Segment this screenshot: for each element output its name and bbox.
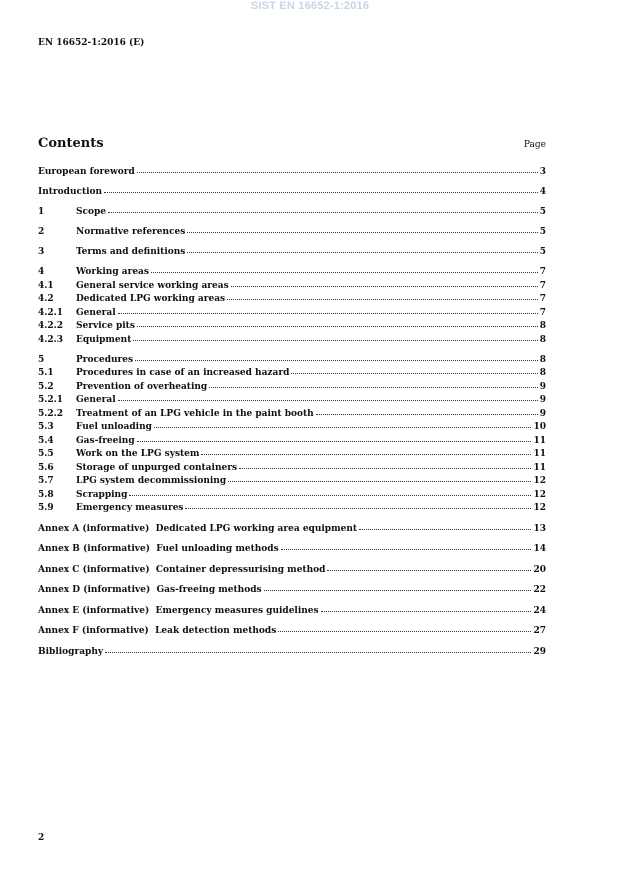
- toc-entry-title: Procedures: [76, 354, 134, 365]
- toc-entry-scrapping[interactable]: [38, 489, 546, 503]
- toc-entry-page: 8: [539, 334, 546, 345]
- toc-entry-title: General service working areas: [76, 280, 229, 291]
- toc-entry-page: 11: [533, 435, 546, 446]
- contents-heading: Contents: [38, 136, 104, 151]
- toc-leader-dots: [291, 372, 537, 374]
- toc-entry-page: 10: [533, 422, 546, 432]
- toc-leader-dots: [185, 507, 531, 509]
- toc-entry-emergency-measures[interactable]: [38, 502, 546, 516]
- toc-entry-title: Equipment: [76, 334, 132, 345]
- toc-entry-title: Procedures in case of an increased hazard: [76, 368, 290, 378]
- toc-entry-lpg-decommissioning[interactable]: [38, 475, 546, 489]
- toc-entry-storage-unpurged-containers[interactable]: [38, 462, 546, 476]
- toc-leader-dots: [154, 426, 532, 428]
- toc-entry-terms-definitions[interactable]: [38, 246, 546, 260]
- toc-entry-page: 5: [539, 247, 546, 257]
- toc-entry-number: 5.7: [38, 476, 54, 486]
- toc-entry-number: 5: [38, 354, 45, 365]
- toc-entry-introduction[interactable]: [38, 186, 546, 200]
- toc-leader-dots: [209, 386, 538, 388]
- toc-entry-fuel-unloading[interactable]: [38, 421, 546, 435]
- toc-entry-general-service-working-areas[interactable]: [38, 280, 546, 294]
- toc-leader-dots: [201, 453, 531, 455]
- toc-leader-dots: [187, 251, 537, 253]
- toc-entry-number: 5.8: [38, 489, 54, 500]
- toc-entry-annex-c[interactable]: [38, 564, 546, 578]
- toc-entry-title: Dedicated LPG working areas: [76, 294, 226, 304]
- toc-entry-bibliography[interactable]: [38, 646, 546, 660]
- toc-entry-title: Service pits: [76, 321, 135, 331]
- toc-leader-dots: [133, 339, 537, 341]
- toc-leader-dots: [104, 191, 538, 193]
- toc-entry-number: 5.1: [38, 368, 54, 378]
- toc-entry-page: 4: [539, 187, 546, 197]
- toc-entry-page: 13: [533, 523, 546, 534]
- toc-entry-page: 9: [539, 408, 546, 419]
- toc-leader-dots: [118, 312, 538, 314]
- document-id: EN 16652-1:2016 (E): [38, 38, 145, 48]
- toc-leader-dots: [105, 651, 531, 653]
- toc-entry-title: General: [76, 307, 116, 318]
- toc-entry-page: 3: [539, 167, 546, 177]
- toc-entry-number: 5.6: [38, 462, 54, 473]
- toc-leader-dots: [118, 399, 538, 401]
- toc-entry-page: 8: [539, 368, 546, 378]
- toc-entry-title: Scrapping: [76, 489, 128, 500]
- toc-entry-title: Terms and definitions: [76, 247, 186, 257]
- toc-entry-number: 4.1: [38, 280, 54, 291]
- watermark: SIST EN 16652-1:2016: [250, 0, 370, 12]
- toc-entry-dedicated-lpg-working-areas[interactable]: [38, 293, 546, 307]
- toc-leader-dots: [187, 231, 537, 233]
- toc-leader-dots: [239, 467, 531, 469]
- page-column-label: Page: [523, 140, 546, 150]
- toc-entry-page: 8: [539, 321, 546, 331]
- toc-entry-working-areas[interactable]: [38, 266, 546, 280]
- toc-entry-page: 5: [539, 227, 546, 237]
- toc-entry-title: Annex B (informative) Fuel unloading methods: [38, 544, 279, 554]
- toc-entry-number: 5.2.1: [38, 395, 64, 405]
- page-number: 2: [38, 833, 45, 843]
- toc-entry-title: Annex C (informative) Container depressurising method: [38, 564, 326, 575]
- toc-entry-procedures[interactable]: [38, 354, 546, 368]
- toc-entry-page: 29: [533, 646, 546, 657]
- toc-entry-title: General: [76, 395, 116, 405]
- toc-entry-number: 5.2.2: [38, 408, 64, 419]
- toc-leader-dots: [231, 285, 538, 287]
- toc-leader-dots: [281, 548, 532, 550]
- toc-leader-dots: [137, 325, 538, 327]
- toc-leader-dots: [316, 413, 538, 415]
- toc-leader-dots: [108, 211, 538, 213]
- toc-entry-title: Bibliography: [38, 646, 104, 657]
- table-of-contents: [38, 166, 546, 659]
- toc-entry-annex-b[interactable]: [38, 543, 546, 557]
- toc-leader-dots: [151, 271, 538, 273]
- toc-entry-number: 4.2.3: [38, 334, 64, 345]
- toc-entry-page: 11: [533, 449, 546, 459]
- toc-leader-dots: [321, 610, 532, 612]
- toc-entry-work-on-lpg-system[interactable]: [38, 448, 546, 462]
- toc-entry-number: 3: [38, 247, 45, 257]
- toc-entry-title: Work on the LPG system: [76, 449, 200, 459]
- toc-leader-dots: [137, 440, 532, 442]
- toc-entry-annex-e[interactable]: [38, 605, 546, 619]
- toc-entry-number: 4: [38, 267, 45, 277]
- toc-entry-title: LPG system decommissioning: [76, 476, 227, 486]
- toc-entry-number: 5.9: [38, 503, 54, 513]
- toc-entry-number: 5.4: [38, 435, 54, 446]
- toc-entry-service-pits[interactable]: [38, 320, 546, 334]
- toc-entry-title: Annex A (informative) Dedicated LPG working area equipment: [38, 523, 358, 534]
- toc-entry-equipment[interactable]: [38, 334, 546, 348]
- toc-entry-number: 4.2.2: [38, 321, 64, 331]
- toc-entry-page: 11: [533, 462, 546, 473]
- toc-entry-page: 12: [533, 476, 546, 486]
- toc-leader-dots: [227, 298, 538, 300]
- toc-entry-number: 5.3: [38, 422, 54, 432]
- toc-entry-number: 5.2: [38, 381, 54, 392]
- toc-entry-page: 14: [533, 544, 546, 554]
- toc-entry-title: Annex E (informative) Emergency measures guidelines: [38, 605, 319, 616]
- toc-entry-number: 2: [38, 227, 45, 237]
- toc-entry-page: 22: [533, 585, 546, 595]
- toc-entry-annex-f[interactable]: [38, 625, 546, 639]
- toc-entry-title: Annex D (informative) Gas-freeing methods: [38, 585, 262, 595]
- toc-entry-page: 7: [539, 267, 546, 277]
- toc-leader-dots: [278, 630, 531, 632]
- toc-entry-european-foreword[interactable]: [38, 166, 546, 180]
- toc-leader-dots: [359, 528, 531, 530]
- toc-entry-title: Gas-freeing: [76, 435, 135, 446]
- toc-entry-page: 9: [539, 395, 546, 405]
- toc-entry-page: 20: [533, 564, 546, 575]
- toc-entry-page: 9: [539, 381, 546, 392]
- toc-entry-title: Fuel unloading: [76, 422, 152, 432]
- toc-entry-increased-hazard[interactable]: [38, 367, 546, 381]
- toc-entry-page: 7: [539, 307, 546, 318]
- toc-entry-page: 8: [539, 354, 546, 365]
- toc-entry-title: Normative references: [76, 227, 186, 237]
- toc-leader-dots: [129, 494, 531, 496]
- toc-entry-page: 27: [533, 626, 546, 636]
- toc-leader-dots: [327, 569, 531, 571]
- toc-entry-normative-references[interactable]: [38, 226, 546, 240]
- toc-entry-gas-freeing[interactable]: [38, 435, 546, 449]
- toc-entry-title: European foreword: [38, 167, 135, 177]
- toc-entry-number: 1: [38, 207, 45, 217]
- toc-entry-page: 12: [533, 489, 546, 500]
- toc-entry-number: 4.2: [38, 294, 54, 304]
- toc-entry-page: 7: [539, 280, 546, 291]
- toc-entry-title: Treatment of an LPG vehicle in the paint booth: [76, 408, 314, 419]
- toc-entry-paint-booth[interactable]: [38, 408, 546, 422]
- toc-entry-general-5-2-1[interactable]: [38, 394, 546, 408]
- toc-entry-title: Emergency measures: [76, 503, 184, 513]
- toc-entry-title: Introduction: [38, 187, 103, 197]
- toc-entry-title: Annex F (informative) Leak detection methods: [38, 626, 277, 636]
- toc-entry-title: Prevention of overheating: [76, 381, 208, 392]
- toc-entry-scope[interactable]: [38, 206, 546, 220]
- toc-entry-annex-a[interactable]: [38, 523, 546, 537]
- toc-entry-number: 5.5: [38, 449, 54, 459]
- toc-leader-dots: [264, 589, 532, 591]
- toc-entry-prevention-of-overheating[interactable]: [38, 381, 546, 395]
- toc-entry-page: 5: [539, 207, 546, 217]
- toc-entry-title: Working areas: [76, 267, 149, 277]
- toc-entry-general-4-2-1[interactable]: [38, 307, 546, 321]
- toc-entry-number: 4.2.1: [38, 307, 64, 318]
- toc-leader-dots: [228, 480, 531, 482]
- toc-entry-page: 12: [533, 503, 546, 513]
- toc-entry-page: 7: [539, 294, 546, 304]
- toc-leader-dots: [137, 171, 538, 173]
- toc-entry-annex-d[interactable]: [38, 584, 546, 598]
- toc-entry-page: 24: [533, 605, 546, 616]
- toc-entry-title: Storage of unpurged containers: [76, 462, 238, 473]
- toc-leader-dots: [135, 359, 538, 361]
- toc-entry-title: Scope: [76, 207, 107, 217]
